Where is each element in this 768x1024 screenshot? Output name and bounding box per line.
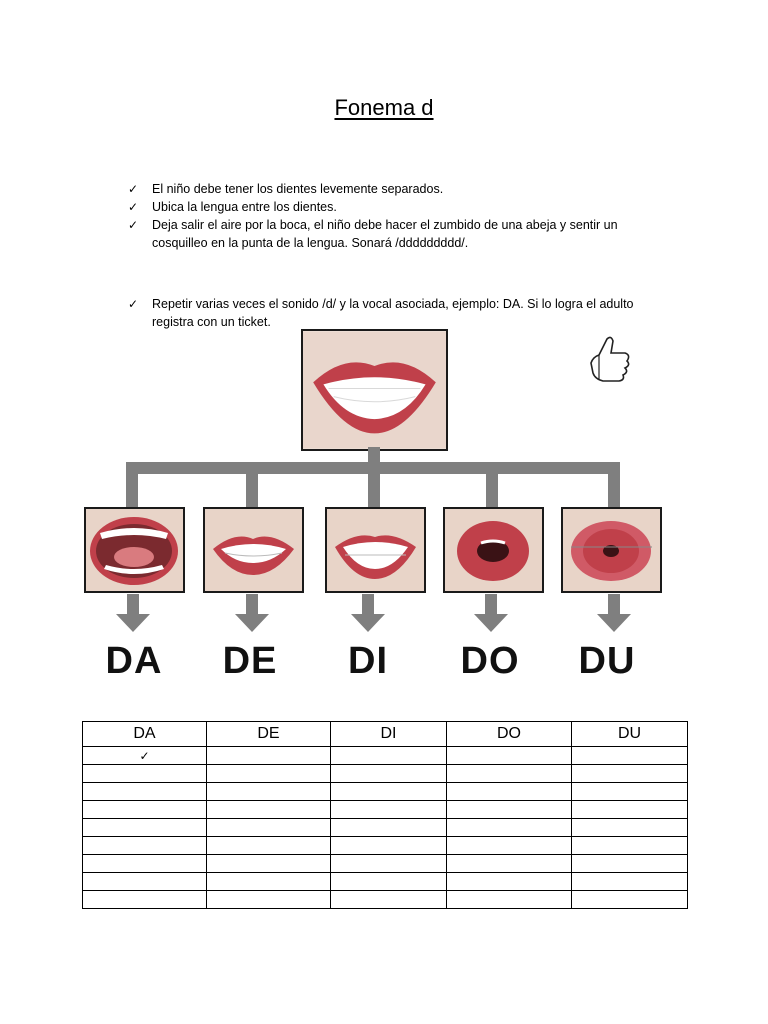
table-row xyxy=(83,819,688,837)
connector-drop-da xyxy=(126,462,138,508)
syllable-da: DA xyxy=(105,640,163,682)
syllable-do: DO xyxy=(460,640,520,682)
instruction-item xyxy=(126,216,646,252)
arrow-down-icon xyxy=(474,594,508,632)
table-cell[interactable] xyxy=(331,855,447,873)
connector-drop-du xyxy=(608,462,620,508)
table-cell[interactable] xyxy=(572,801,688,819)
syllable-du: DU xyxy=(578,640,636,682)
table-cell[interactable] xyxy=(447,855,572,873)
table-cell[interactable] xyxy=(207,891,331,909)
table-cell[interactable] xyxy=(83,783,207,801)
table-row xyxy=(83,891,688,909)
arrow-down-icon xyxy=(597,594,631,632)
connector-drop-de xyxy=(246,462,258,508)
table-cell[interactable] xyxy=(447,873,572,891)
practice-item xyxy=(126,295,646,331)
thumbs-up-hand-icon xyxy=(585,333,637,391)
table-cell[interactable] xyxy=(331,819,447,837)
connector-drop-di xyxy=(368,462,380,508)
table-cell[interactable] xyxy=(447,783,572,801)
table-cell[interactable] xyxy=(572,819,688,837)
table-cell[interactable] xyxy=(447,801,572,819)
table-cell[interactable] xyxy=(207,765,331,783)
table-row xyxy=(83,765,688,783)
table-cell[interactable] xyxy=(572,765,688,783)
table-cell[interactable] xyxy=(572,891,688,909)
table-cell[interactable] xyxy=(83,837,207,855)
arrow-down-icon xyxy=(235,594,269,632)
table-header-row xyxy=(83,722,688,747)
mouth-photo-do xyxy=(443,507,544,593)
column-header: DU xyxy=(572,722,688,747)
mouth-photo-d xyxy=(301,329,448,451)
table-cell[interactable] xyxy=(447,765,572,783)
column-header: DO xyxy=(447,722,572,747)
table-cell[interactable] xyxy=(331,747,447,765)
mouth-photo-de xyxy=(203,507,304,593)
table-cell[interactable] xyxy=(572,783,688,801)
table-cell[interactable] xyxy=(83,891,207,909)
registration-table xyxy=(82,721,688,909)
table-cell[interactable] xyxy=(572,837,688,855)
practice-text: Repetir varias veces el sonido /d/ y la vocal asociada, ejemplo: DA. Si lo logra el adulto registra con un ticket. xyxy=(152,297,634,329)
instruction-text: El niño debe tener los dientes levemente separados. xyxy=(152,182,444,196)
arrow-down-icon xyxy=(116,594,150,632)
table-cell[interactable] xyxy=(207,801,331,819)
table-cell[interactable] xyxy=(447,747,572,765)
check-mark-icon: ✓ xyxy=(128,218,139,232)
arrow-down-icon xyxy=(351,594,385,632)
table-cell[interactable] xyxy=(207,819,331,837)
table-cell[interactable] xyxy=(331,765,447,783)
table-cell[interactable] xyxy=(207,783,331,801)
table-cell[interactable]: ✓ xyxy=(83,747,207,765)
table-cell[interactable] xyxy=(331,783,447,801)
instruction-text: Deja salir el aire por la boca, el niño debe hacer el zumbido de una abeja y sentir un cosquilleo en la punta de la lengua. Sonará /ddddddddd/. xyxy=(152,218,618,250)
table-cell[interactable] xyxy=(572,873,688,891)
table-row xyxy=(83,837,688,855)
table-cell[interactable] xyxy=(207,855,331,873)
instruction-item xyxy=(126,180,646,198)
instruction-item xyxy=(126,198,646,216)
column-header: DA xyxy=(83,722,207,747)
page-title: Fonema d xyxy=(334,95,434,120)
table-row xyxy=(83,783,688,801)
table-body xyxy=(83,747,688,909)
mouth-photo-da xyxy=(84,507,185,593)
mouth-photo-du xyxy=(561,507,662,593)
table-cell[interactable] xyxy=(331,837,447,855)
table-cell[interactable] xyxy=(447,819,572,837)
table-cell[interactable] xyxy=(83,801,207,819)
instruction-text: Ubica la lengua entre los dientes. xyxy=(152,200,337,214)
mouth-photo-di xyxy=(325,507,426,593)
column-header: DI xyxy=(331,722,447,747)
syllable-de: DE xyxy=(222,640,278,682)
check-mark-icon: ✓ xyxy=(128,200,139,214)
table-cell[interactable] xyxy=(572,747,688,765)
table-cell[interactable] xyxy=(83,765,207,783)
table-row xyxy=(83,801,688,819)
table-cell[interactable] xyxy=(83,855,207,873)
table-cell[interactable] xyxy=(207,747,331,765)
connector-drop-do xyxy=(486,462,498,508)
table-cell[interactable] xyxy=(447,891,572,909)
check-mark-icon: ✓ xyxy=(128,297,139,311)
table-row xyxy=(83,855,688,873)
table-cell[interactable] xyxy=(572,855,688,873)
table-cell[interactable] xyxy=(83,819,207,837)
table-cell[interactable] xyxy=(83,873,207,891)
column-header: DE xyxy=(207,722,331,747)
table-cell[interactable] xyxy=(207,837,331,855)
table-cell[interactable] xyxy=(331,873,447,891)
syllable-di: DI xyxy=(348,640,388,682)
table-row xyxy=(83,747,688,765)
table-row xyxy=(83,873,688,891)
table-cell[interactable] xyxy=(207,873,331,891)
table-cell[interactable] xyxy=(331,801,447,819)
instruction-list xyxy=(126,180,646,252)
table-cell[interactable] xyxy=(331,891,447,909)
table-cell[interactable] xyxy=(447,837,572,855)
practice-list xyxy=(126,295,646,331)
check-mark-icon: ✓ xyxy=(128,182,139,196)
